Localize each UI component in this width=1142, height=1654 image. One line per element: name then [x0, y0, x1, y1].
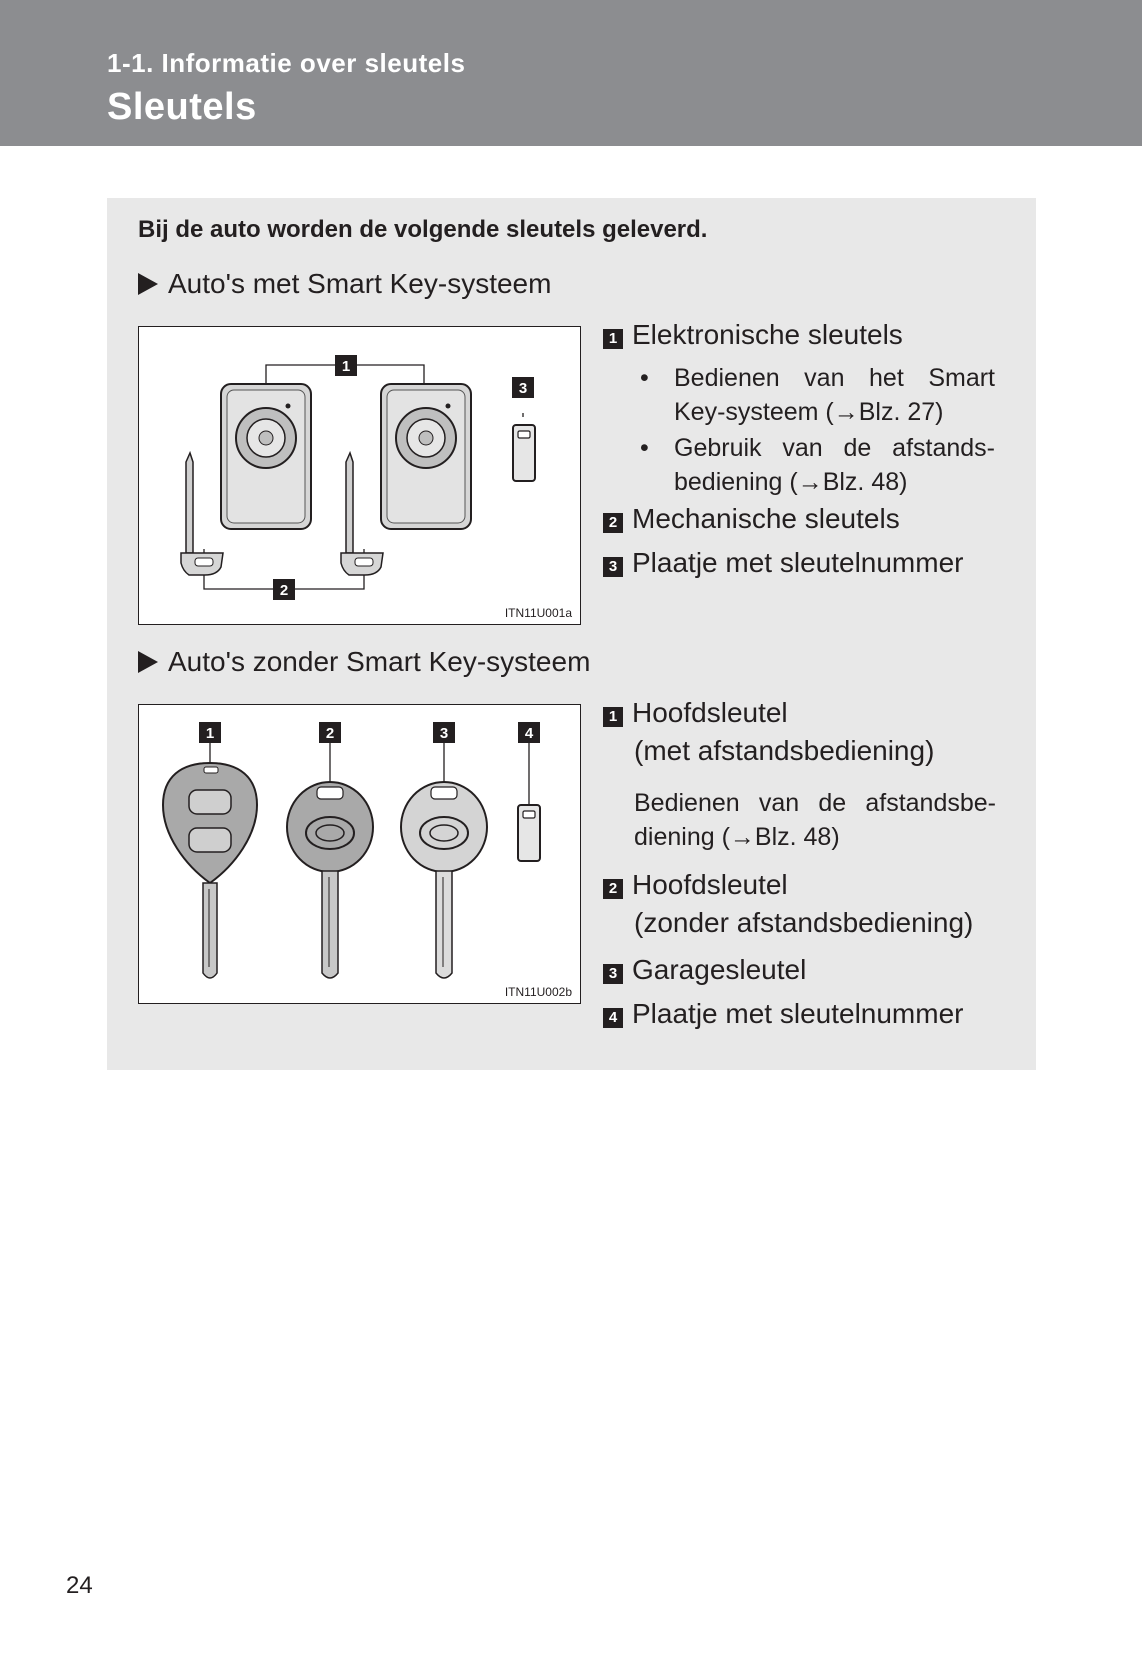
- smart-key-illustration: [139, 327, 580, 624]
- figure-code: ITN11U001a: [504, 606, 572, 620]
- item-label: Hoofdsleutel: [632, 697, 788, 728]
- callout-2-label: 2: [325, 725, 335, 742]
- smart-key-fob-icon: [381, 384, 471, 529]
- bullet-text: Gebruik van de afstands-bediening (→Blz. 48): [674, 434, 995, 496]
- item-label: Hoofdsleutel: [632, 869, 788, 900]
- no-smart-key-item-1: [603, 694, 934, 770]
- no-smart-key-heading: [138, 646, 590, 678]
- no-smart-key-figure: [138, 704, 581, 1004]
- bullet-dot: •: [640, 364, 649, 392]
- item-number-badge: 1: [603, 329, 623, 349]
- item-number-badge: 2: [603, 879, 623, 899]
- no-smart-key-item-3: [603, 951, 806, 989]
- callout-1-label: 1: [205, 725, 215, 742]
- smart-key-item-1: [603, 316, 903, 354]
- no-smart-key-heading-text: Auto's zonder Smart Key-systeem: [168, 646, 591, 677]
- callout-1-label: 1: [341, 358, 351, 375]
- triangle-bullet-icon: [138, 273, 158, 295]
- callout-4-label: 4: [524, 725, 534, 742]
- item-number-badge: 2: [603, 513, 623, 533]
- item-label: Garagesleutel: [632, 954, 807, 985]
- header-band: [0, 0, 1142, 146]
- item-label: Elektronische sleutels: [632, 319, 903, 350]
- callout-3-label: 3: [518, 380, 528, 397]
- smart-key-heading-text: Auto's met Smart Key-systeem: [168, 268, 552, 299]
- callout-3-label: 3: [439, 725, 449, 742]
- remote-key-icon: [163, 763, 257, 978]
- item-number-badge: 3: [603, 964, 623, 984]
- smart-key-item-3: [603, 544, 963, 582]
- item-label: Plaatje met sleutelnummer: [632, 547, 964, 578]
- item-number-badge: 3: [603, 557, 623, 577]
- no-smart-key-item-4: [603, 995, 963, 1033]
- garage-key-icon: [401, 782, 487, 978]
- smart-key-bullet-2: [640, 431, 995, 499]
- item-number-badge: 1: [603, 707, 623, 727]
- intro-text: Bij de auto worden de volgende sleutels geleverd.: [138, 216, 708, 243]
- item-label: Mechanische sleutels: [632, 503, 900, 534]
- callout-2-label: 2: [279, 582, 289, 599]
- item-number-badge: 4: [603, 1008, 623, 1028]
- no-smart-key-item-2: [603, 866, 973, 942]
- smart-key-heading: [138, 268, 551, 300]
- mechanical-key-icon: [341, 453, 383, 575]
- key-number-plate-icon: [518, 805, 540, 861]
- smart-key-figure: [138, 326, 581, 625]
- item-label-line2: (zonder afstandsbediening): [634, 907, 974, 938]
- smart-key-bullet-1: [640, 361, 995, 429]
- page-title: Sleutels: [107, 86, 257, 128]
- figure-code: ITN11U002b: [504, 985, 572, 999]
- smart-key-item-2: [603, 500, 900, 538]
- bullet-text: Bedienen van het Smart Key-systeem (→Blz. 27): [674, 364, 995, 426]
- triangle-bullet-icon: [138, 651, 158, 673]
- key-number-plate-icon: [513, 425, 535, 481]
- smart-key-fob-icon: [221, 384, 311, 529]
- mechanical-key-icon: [181, 453, 223, 575]
- remote-note: Bedienen van de afstandsbe-diening (→Blz. 48): [634, 789, 996, 851]
- page-number: 24: [66, 1572, 93, 1599]
- bullet-dot: •: [640, 434, 649, 462]
- item-label: Plaatje met sleutelnummer: [632, 998, 964, 1029]
- section-label: 1-1. Informatie over sleutels: [107, 48, 466, 78]
- master-key-icon: [287, 782, 373, 978]
- item-label-line2: (met afstandsbediening): [634, 735, 935, 766]
- no-smart-key-illustration: [139, 705, 580, 1003]
